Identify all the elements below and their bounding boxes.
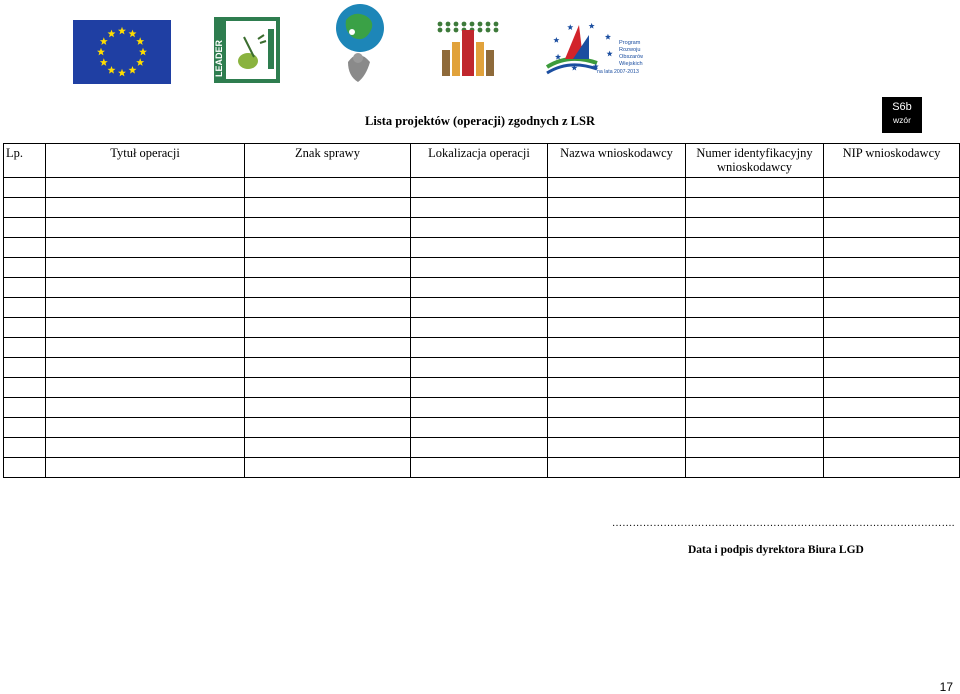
header-nip: NIP wnioskodawcy: [824, 144, 960, 178]
leader-logo: [214, 17, 280, 83]
form-code-sub: wzór: [893, 115, 911, 125]
table-cell[interactable]: [245, 378, 411, 398]
table-cell[interactable]: [824, 398, 960, 418]
prow-line-1: Program: [619, 40, 641, 46]
table-row: [4, 178, 960, 198]
prow-emblem-icon: [543, 17, 643, 81]
page-number: 17: [939, 680, 953, 694]
table-cell[interactable]: [4, 258, 46, 278]
table-cell[interactable]: [4, 358, 46, 378]
table-cell[interactable]: [46, 198, 245, 218]
table-row: [4, 318, 960, 338]
table-cell[interactable]: [4, 178, 46, 198]
table-cell[interactable]: [686, 338, 824, 358]
table-cell[interactable]: [4, 458, 46, 478]
table-cell[interactable]: [245, 258, 411, 278]
people-dot-icon: [438, 28, 443, 33]
prow-star-icon: [605, 34, 611, 40]
table-cell[interactable]: [824, 338, 960, 358]
people-dot-icon: [478, 22, 483, 27]
prow-star-icon: [555, 54, 561, 60]
people-dot-icon: [494, 28, 499, 33]
people-dot-icon: [470, 22, 475, 27]
table-cell[interactable]: [411, 218, 548, 238]
table-cell[interactable]: [411, 238, 548, 258]
prow-line-4: Wiejskich: [619, 61, 643, 67]
table-cell[interactable]: [46, 218, 245, 238]
table-cell[interactable]: [686, 378, 824, 398]
table-cell[interactable]: [411, 378, 548, 398]
people-dot-icon: [494, 22, 499, 27]
table-cell[interactable]: [824, 458, 960, 478]
table-cell[interactable]: [824, 378, 960, 398]
table-cell[interactable]: [245, 358, 411, 378]
eu-flag-logo: [73, 20, 171, 84]
table-cell[interactable]: [686, 278, 824, 298]
table-cell[interactable]: [686, 198, 824, 218]
table-cell[interactable]: [548, 438, 686, 458]
signature-line: ……………………………………………………………………………………….: [612, 518, 955, 529]
table-cell[interactable]: [4, 378, 46, 398]
table-cell[interactable]: [4, 438, 46, 458]
table-cell[interactable]: [548, 238, 686, 258]
table-cell[interactable]: [548, 458, 686, 478]
page-title: Lista projektów (operacji) zgodnych z LSR: [365, 114, 595, 128]
table-row: [4, 198, 960, 218]
table-cell[interactable]: [411, 458, 548, 478]
table-cell[interactable]: [46, 418, 245, 438]
table-row: [4, 298, 960, 318]
table-row: [4, 338, 960, 358]
prow-logo: [543, 17, 643, 81]
table-cell[interactable]: [245, 318, 411, 338]
prow-star-icon: [567, 24, 573, 30]
header-applicant-id: Numer identyfikacyjny wnioskodawcy: [686, 144, 824, 178]
table-cell[interactable]: [245, 198, 411, 218]
table-cell[interactable]: [824, 318, 960, 338]
header-location: Lokalizacja operacji: [411, 144, 548, 178]
table-row: [4, 378, 960, 398]
table-cell[interactable]: [411, 438, 548, 458]
people-dot-icon: [486, 28, 491, 33]
table-cell[interactable]: [4, 338, 46, 358]
table-cell[interactable]: [46, 338, 245, 358]
people-dot-icon: [454, 22, 459, 27]
table-cell[interactable]: [245, 298, 411, 318]
table-cell[interactable]: [245, 178, 411, 198]
table-cell[interactable]: [411, 298, 548, 318]
table-cell[interactable]: [4, 218, 46, 238]
form-code: S6b: [892, 101, 912, 113]
table-cell[interactable]: [245, 338, 411, 358]
leader-emblem-icon: [214, 17, 280, 83]
table-cell[interactable]: [824, 358, 960, 378]
table-cell[interactable]: [548, 198, 686, 218]
table-cell[interactable]: [686, 258, 824, 278]
table-cell[interactable]: [824, 218, 960, 238]
table-cell[interactable]: [686, 218, 824, 238]
eu-stars-icon: [73, 20, 171, 84]
table-cell[interactable]: [548, 378, 686, 398]
table-cell[interactable]: [46, 298, 245, 318]
table-cell[interactable]: [824, 178, 960, 198]
table-cell[interactable]: [46, 458, 245, 478]
people-dot-icon: [446, 22, 451, 27]
table-cell[interactable]: [4, 298, 46, 318]
prow-years: na lata 2007-2013: [597, 69, 639, 75]
table-cell[interactable]: [548, 218, 686, 238]
table-cell[interactable]: [824, 298, 960, 318]
table-cell[interactable]: [686, 178, 824, 198]
table-cell[interactable]: [548, 178, 686, 198]
table-cell[interactable]: [548, 298, 686, 318]
svg-text:LEADER: LEADER: [214, 39, 224, 77]
form-code-badge: [882, 97, 922, 133]
table-cell[interactable]: [245, 438, 411, 458]
table-cell[interactable]: [548, 258, 686, 278]
table-cell[interactable]: [245, 418, 411, 438]
table-cell[interactable]: [245, 238, 411, 258]
table-row: [4, 258, 960, 278]
table-cell[interactable]: [4, 398, 46, 418]
table-cell[interactable]: [686, 438, 824, 458]
table-cell[interactable]: [686, 398, 824, 418]
table-cell[interactable]: [245, 278, 411, 298]
table-cell[interactable]: [824, 438, 960, 458]
leader-people-logo: [436, 20, 500, 83]
table-row: [4, 458, 960, 478]
table-header-row: [4, 144, 960, 178]
table-row: [4, 358, 960, 378]
table-cell[interactable]: [46, 378, 245, 398]
table-cell[interactable]: [411, 258, 548, 278]
header-case-number: Znak sprawy: [245, 144, 411, 178]
table-cell[interactable]: [686, 298, 824, 318]
table-cell[interactable]: [548, 278, 686, 298]
table-cell[interactable]: [4, 418, 46, 438]
table-cell[interactable]: [4, 278, 46, 298]
prow-star-icon: [589, 23, 595, 29]
people-icon: [436, 20, 500, 83]
people-dot-icon: [462, 22, 467, 27]
lgd-emblem-icon: [330, 2, 388, 86]
table-cell[interactable]: [411, 358, 548, 378]
people-dot-icon: [486, 22, 491, 27]
table-cell[interactable]: [686, 318, 824, 338]
table-cell[interactable]: [686, 458, 824, 478]
lgd-logo: [330, 2, 388, 86]
prow-star-icon: [553, 37, 559, 43]
table-row: [4, 238, 960, 258]
table-cell[interactable]: [46, 358, 245, 378]
table-cell[interactable]: [245, 218, 411, 238]
table-cell[interactable]: [824, 238, 960, 258]
projects-table: [3, 143, 960, 478]
table-row: [4, 398, 960, 418]
table-cell[interactable]: [4, 318, 46, 338]
table-cell[interactable]: [686, 358, 824, 378]
header-applicant-name: Nazwa wnioskodawcy: [548, 144, 686, 178]
prow-line-2: Rozwoju: [619, 47, 641, 53]
table-cell[interactable]: [548, 398, 686, 418]
table-cell[interactable]: [245, 398, 411, 418]
table-cell[interactable]: [46, 318, 245, 338]
table-cell[interactable]: [411, 318, 548, 338]
signature-label: Data i podpis dyrektora Biura LGD: [688, 544, 864, 556]
table-cell[interactable]: [411, 418, 548, 438]
table-row: [4, 218, 960, 238]
prow-star-icon: [607, 51, 613, 57]
header-lp: Lp.: [4, 144, 46, 178]
table-cell[interactable]: [46, 258, 245, 278]
table-cell[interactable]: [548, 358, 686, 378]
table-cell[interactable]: [686, 418, 824, 438]
table-cell[interactable]: [548, 318, 686, 338]
header-title: Tytuł operacji: [46, 144, 245, 178]
table-cell[interactable]: [46, 278, 245, 298]
table-cell[interactable]: [411, 338, 548, 358]
table-cell[interactable]: [548, 418, 686, 438]
table-cell[interactable]: [411, 198, 548, 218]
table-cell[interactable]: [824, 278, 960, 298]
table-cell[interactable]: [686, 238, 824, 258]
table-cell[interactable]: [245, 458, 411, 478]
table-row: [4, 278, 960, 298]
people-dot-icon: [478, 28, 483, 33]
people-dot-icon: [438, 22, 443, 27]
table-cell[interactable]: [4, 198, 46, 218]
table-cell[interactable]: [548, 338, 686, 358]
table-cell[interactable]: [411, 178, 548, 198]
table-cell[interactable]: [824, 198, 960, 218]
table-row: [4, 418, 960, 438]
table-cell[interactable]: [46, 398, 245, 418]
table-cell[interactable]: [824, 258, 960, 278]
prow-line-3: Obszarów: [619, 54, 643, 60]
table-cell[interactable]: [411, 278, 548, 298]
table-cell[interactable]: [824, 418, 960, 438]
people-dot-icon: [454, 28, 459, 33]
table-cell[interactable]: [46, 178, 245, 198]
table-cell[interactable]: [411, 398, 548, 418]
table-cell[interactable]: [46, 438, 245, 458]
table-cell[interactable]: [4, 238, 46, 258]
table-cell[interactable]: [46, 238, 245, 258]
people-dot-icon: [446, 28, 451, 33]
table-row: [4, 438, 960, 458]
